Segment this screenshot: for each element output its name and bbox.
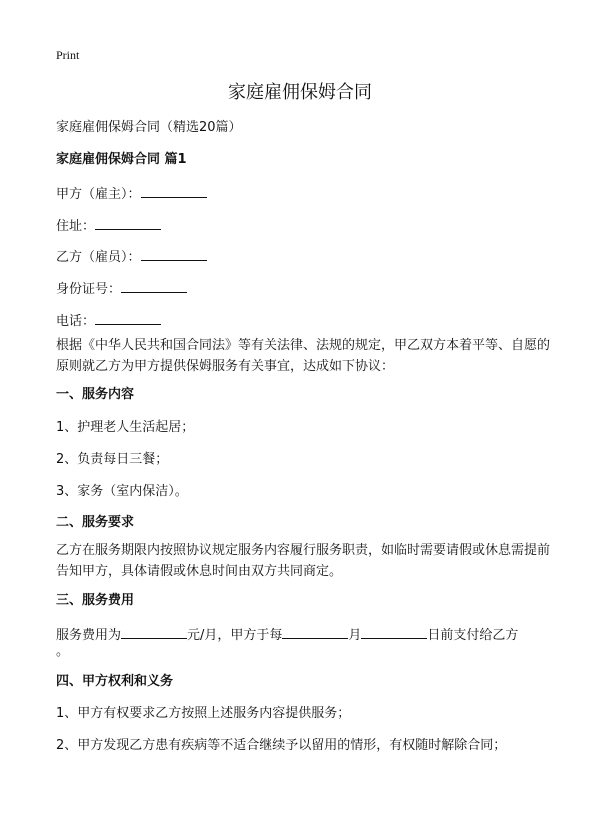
phone-label: 电话：	[56, 314, 96, 329]
requirements-paragraph: 乙方在服务期限内按照协议规定服务内容履行服务职责，如临时需要请假或休息需提前告知甲方，具体请假或休息时间由双方共同商定。	[56, 543, 551, 579]
fee-suffix: 日前支付给乙方	[427, 628, 519, 643]
document-subtitle: 家庭雇佣保姆合同（精选20篇）	[56, 120, 242, 135]
fee-month-blank	[282, 625, 348, 639]
phone-blank	[95, 311, 161, 325]
id-number-label: 身份证号：	[56, 282, 122, 297]
document-title: 家庭雇佣保姆合同	[228, 82, 372, 103]
party-b-row	[56, 247, 207, 266]
address-row	[56, 216, 161, 235]
id-number-blank	[121, 279, 187, 293]
section-title: 家庭雇佣保姆合同 篇1	[56, 152, 187, 167]
intro-paragraph: 根据《中华人民共和国合同法》等有关法律、法规的规定，甲乙双方本着平等、自愿的原则就乙方为甲方提供保姆服务有关事宜，达成如下协议：	[56, 338, 551, 374]
party-a-label: 甲方（雇主）：	[56, 187, 141, 202]
fee-amount-blank	[121, 625, 187, 639]
list-item: 3、家务（室内保洁）。	[56, 484, 188, 499]
fee-mid-1: 元/月，甲方于每	[187, 628, 283, 643]
fee-prefix: 服务费用为	[56, 628, 122, 643]
heading-service-fee: 三、服务费用	[56, 593, 135, 608]
id-number-row	[56, 279, 187, 298]
list-item: 2、负责每日三餐；	[56, 452, 169, 467]
list-item: 1、甲方有权要求乙方按照上述服务内容提供服务；	[56, 706, 351, 721]
address-label: 住址：	[56, 219, 96, 234]
list-item: 2、甲方发现乙方患有疾病等不适合继续予以留用的情形，有权随时解除合同；	[56, 738, 507, 753]
party-a-row	[56, 184, 207, 203]
list-item: 1、护理老人生活起居；	[56, 420, 195, 435]
fee-row	[56, 625, 518, 644]
phone-row	[56, 311, 161, 330]
heading-party-a-rights: 四、甲方权利和义务	[56, 674, 174, 689]
print-label[interactable]: Print	[56, 48, 80, 62]
party-a-blank	[141, 184, 207, 198]
heading-service-content: 一、服务内容	[56, 387, 135, 402]
fee-day-blank	[361, 625, 427, 639]
fee-end: 。	[56, 644, 70, 659]
party-b-blank	[141, 247, 207, 261]
party-b-label: 乙方（雇员）：	[56, 250, 141, 265]
fee-mid-2: 月	[348, 628, 362, 643]
heading-service-requirements: 二、服务要求	[56, 515, 135, 530]
address-blank	[95, 216, 161, 230]
